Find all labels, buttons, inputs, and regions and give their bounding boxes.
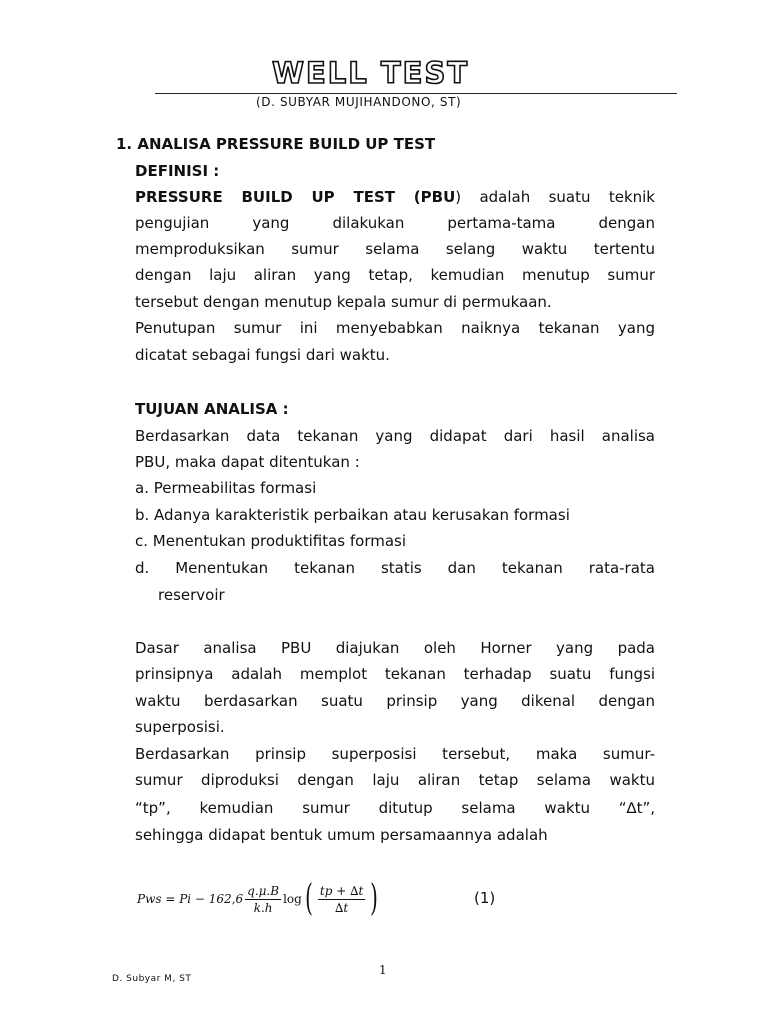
definisi-line-1 [135, 187, 655, 207]
definisi-line-6: Penutupan sumur ini menyebabkan naiknya tekanan yang [135, 319, 655, 337]
fraction-2-numerator: tp + ∆t [319, 883, 364, 898]
definisi-line-5: tersebut dengan menutup kepala sumur di permukaan. [135, 293, 552, 311]
left-paren: ( [304, 878, 313, 919]
dasar-line-7: “tp”, kemudian sumur ditutup selama waktu “∆t”, [135, 799, 655, 817]
equation-fraction-1 [245, 884, 281, 915]
page-number: 1 [379, 963, 387, 977]
section-heading: 1. ANALISA PRESSURE BUILD UP TEST [116, 135, 436, 153]
tujuan-line-1: Berdasarkan data tekanan yang didapat dari hasil analisa [135, 427, 655, 445]
pbu-term: PRESSURE BUILD UP TEST (PBU [135, 188, 456, 206]
equation-number: (1) [474, 889, 496, 907]
tujuan-item-d-cont: reservoir [158, 586, 225, 604]
definisi-heading: DEFINISI : [135, 162, 220, 180]
log-operator: log [283, 892, 302, 906]
tujuan-item-a: a. Permeabilitas formasi [135, 479, 317, 497]
tujuan-item-d: d. Menentukan tekanan statis dan tekanan rata-rata [135, 559, 655, 577]
dasar-line-5: Berdasarkan prinsip superposisi tersebut, maka sumur- [135, 745, 655, 763]
dasar-line-8: sehingga didapat bentuk umum persamaannya adalah [135, 826, 548, 844]
dasar-line-6: sumur diproduksi dengan laju aliran tetap selama waktu [135, 771, 655, 789]
definisi-line-7: dicatat sebagai fungsi dari waktu. [135, 346, 390, 364]
fraction-1-numerator: q.μ.B [247, 883, 280, 898]
dasar-line-2: prinsipnya adalah memplot tekanan terhadap suatu fungsi [135, 665, 655, 683]
definisi-line-1-rest: ) adalah suatu teknik [455, 188, 655, 206]
dasar-line-4: superposisi. [135, 718, 225, 736]
equation-lhs: Pws = Pi − 162,6 [137, 892, 244, 906]
fraction-2-denominator: ∆t [334, 900, 349, 915]
dasar-line-1: Dasar analisa PBU diajukan oleh Horner yang pada [135, 639, 655, 657]
pws-equation [137, 876, 381, 922]
dasar-line-3: waktu berdasarkan suatu prinsip yang dikenal dengan [135, 692, 655, 710]
tujuan-item-c: c. Menentukan produktifitas formasi [135, 532, 407, 550]
tujuan-item-b: b. Adanya karakteristik perbaikan atau kerusakan formasi [135, 506, 570, 524]
fraction-1-denominator: k.h [253, 900, 273, 915]
tujuan-heading: TUJUAN ANALISA : [135, 400, 289, 418]
right-paren: ) [370, 878, 379, 919]
tujuan-line-2: PBU, maka dapat ditentukan : [135, 453, 360, 471]
footer-author: D. Subyar M, ST [112, 974, 192, 984]
definisi-line-3: memproduksikan sumur selama selang waktu tertentu [135, 240, 655, 258]
definisi-line-2: pengujian yang dilakukan pertama-tama dengan [135, 214, 655, 232]
document-title: WELL TEST [272, 56, 470, 90]
author-line: (D. SUBYAR MUJIHANDONO, ST) [256, 95, 462, 109]
definisi-line-4: dengan laju aliran yang tetap, kemudian menutup sumur [135, 266, 655, 284]
equation-fraction-2 [318, 884, 365, 915]
